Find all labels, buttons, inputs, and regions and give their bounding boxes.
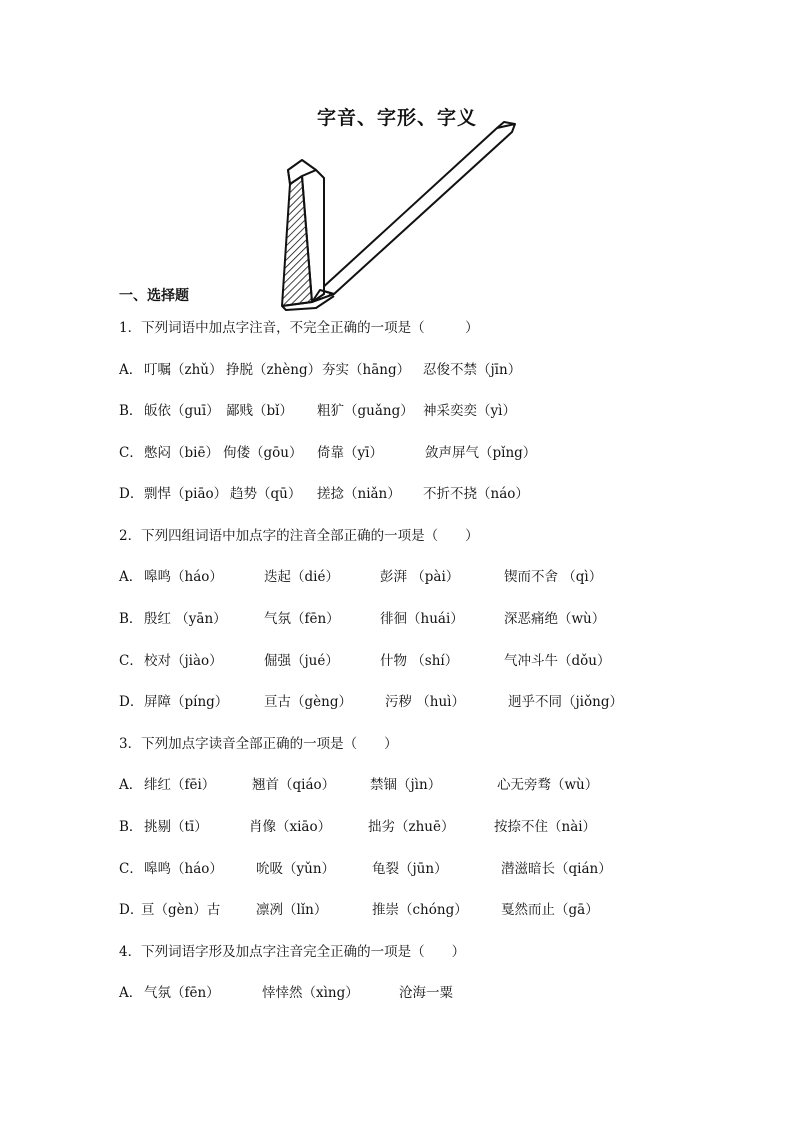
question-4-stem: 4．下列词语字形及加点字注音完全正确的一项是（ ）: [119, 944, 466, 960]
question-1-stem: 1．下列词语中加点字注音，不完全正确的一项是（ ）: [119, 320, 479, 336]
document-title: 字音、字形、字义: [316, 107, 477, 129]
question-3-stem: 3．下列加点字读音全部正确的一项是（ ）: [119, 736, 398, 752]
section-heading: 一、选择题: [119, 288, 189, 304]
question-2-stem: 2．下列四组词语中加点字的注音全部正确的一项是（ ）: [119, 528, 479, 544]
checkmark-icon: [272, 118, 522, 313]
document-page: 字音、字形、字义 一、选择题 1．下列词语中加点字注音，不完全正确的一项是（ ） A． 叮嘱（zhǔ） 挣脱（zhèng） 夯实（hāng） 忍俊不禁（jīn） B． 皈依（guī） 鄙贱（bǐ） 粗犷（guǎng） 神采奕奕（yì） C． 憋闷（biē） 佝偻（gōu） 倚靠（yī） 敛声屏气（pǐng） D． 剽悍（piāo） 趋势（qū） 搓捻（niǎn） 不折不挠（náo） 2．下列四组词语中加点字的注音全部正确的一项是（ ） A． 嗥鸣（háo） 迭起（dié） 彭湃 （pài） 锲而不舍 （qì） B． 殷红 （yān） 气氛（fēn） 徘徊（huái） 深恶痛绝（wù） C． 校对（jiào） 倔强（jué） 什物 （shí） 气冲斗牛（dǒu） D． 屏障（píng） 亘古（gèng） 污秽 （huì） 迥乎不同（jiǒng） 3．下列加点字读音全部正确的一项是（ ） A． 绯红（fēi） 翘首（qiáo） 禁锢（jìn） 心无旁骛（wù） B． 挑剔（tī） 肖像（xiāo） 拙劣（zhuē） 按捺不住（nài） C． 嗥鸣（háo） 吮吸（yǔn） 龟裂（jūn） 潜滋暗长（qián） D． 亘（gèn）古 凛冽（lǐn） 推崇（chóng） 戛然而止（gā） 4．下列词语字形及加点字注音完全正确的一项是（ ） A． 气氛（fēn） 悻悻然（xìng） 沧海一粟: [0, 0, 794, 1123]
